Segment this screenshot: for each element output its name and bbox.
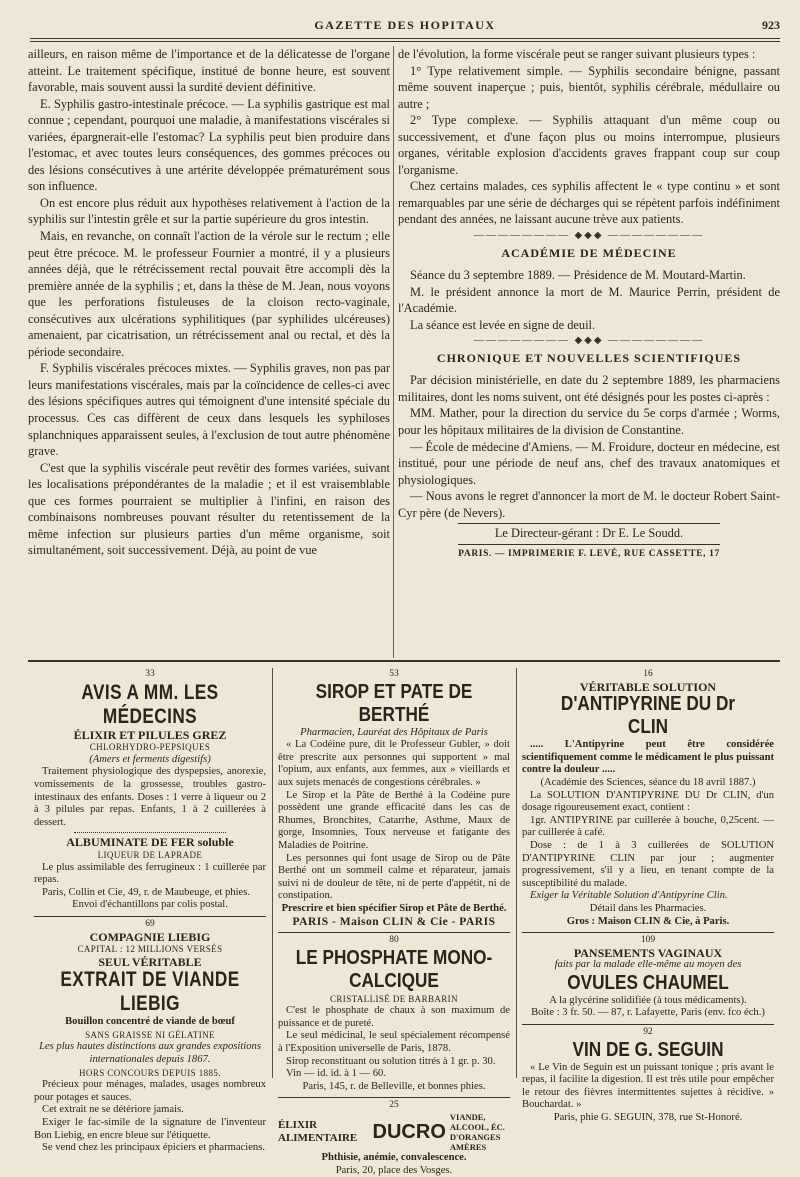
ad-small: SANS GRAISSE NI GÉLATINE (85, 1029, 215, 1040)
ad-text: Traitement physiologique des dyspepsies, anorexie, vomissements de la grossesse, troubles gastro-intestinaux des enfants. Doses : 1 verre à liqueur ou 2 à 3 pilules par repas. Enfants, 1 à 2 cuillerées à dessert. (34, 766, 266, 828)
divider (74, 832, 226, 833)
divider (278, 1097, 510, 1098)
ad-text: Détail dans les Pharmacies. (589, 902, 707, 914)
ad-headline: OVULES CHAUMEL (567, 971, 729, 994)
ad-column-c (516, 668, 780, 1125)
ad-line: ÉLIXIR ALIMENTAIRE (278, 1119, 358, 1145)
ad-line: VIANDE, ALCOOL, ÉC. D'ORANGES AMÈRES (449, 1112, 505, 1153)
section-title-chronique: CHRONIQUE ET NOUVELLES SCIENTIFIQUES (436, 350, 742, 365)
ad-headline: VIN DE G. SEGUIN (572, 1038, 724, 1061)
elixir-ducro-row (278, 1112, 510, 1152)
ad-text: Se vend chez les principaux épiciers et pharmaciens. (42, 1142, 265, 1154)
ornament-divider: ———————— ◆◆◆ ———————— (473, 230, 705, 242)
ad-text: Sirop reconstituant ou solution titrés à 1 gr. p. 30. (286, 1055, 496, 1067)
ad-line: Prescrire et bien spécifier Sirop et Pâte de Berthé. (281, 902, 507, 914)
paragraph: 1° Type relativement simple. — Syphilis secondaire bénigne, passant même souvent inaperçue ; puis, bientôt, syphilis cérébrale, médullaire ou autre ; (398, 63, 780, 111)
ad-small: CRISTALLISÉ DE BARBARIN (330, 993, 458, 1004)
ad-text: Cet extrait ne se détériore jamais. (42, 1104, 184, 1116)
ad-headline: EXTRAIT DE VIANDE LIEBIG (60, 968, 240, 1016)
paragraph: Chez certains malades, ces syphilis affectent le « type continu » et sont remarquables par une série de décharges qui se répètent parfois indéfiniment pendant des années, ne laissant aucune trève aux patients. (398, 179, 780, 227)
ad-number: 53 (389, 669, 399, 679)
paragraph: Mais, en revanche, on connaît l'action de la vérole sur le rectum ; elle peut être précoce. M. le professeur Fournier a montré, il y a plusieurs années déjà, que le rétrécissement rectal pouvait être accompli dès la première année de la syphilis ; et, dans la thèse de M. Jean, nous voyons que les perforations fistuleuses de la cloison recto-vaginale, consécutives aux ulcérations syphilitiques (par syphilides ulcéreuses) amenaient, par cicatrisation, un rétrécissement anal ou rectal, et dès la période secondaire. (28, 229, 390, 359)
ad-text: Précieux pour ménages, malades, usages nombreux pour potages et sauces. (34, 1079, 266, 1103)
ad-text: Dose : de 1 à 3 cuillerées de SOLUTION D'ANTIPYRINE CLIN par jour ; augmenter progressivement, s'il y a lieu, en tenant compte de la susceptibilité du malade. (522, 839, 774, 889)
page-header (30, 16, 780, 38)
ad-line: Pharmacien, Lauréat des Hôpitaux de Paris (300, 726, 488, 738)
ad-text: « La Codéine pure, dit le Professeur Gubler, » doit être prescrite aux personnes qui supportent » mal l'opium, aux enfants, aux femmes, aux » vieillards et aux sujets menacés de congestions cérébrales. » (278, 739, 510, 788)
journal-title: GAZETTE DES HOPITAUX (314, 18, 496, 32)
ad-text: « Le Vin de Seguin est un puissant tonique ; pris avant le repas, il facilite la digestion. Il est très utile pour empêcher le retour des fièvres intermittentes sujettes à récidive. » Bouchardat. » (522, 1061, 774, 1111)
ad-text: Les personnes qui font usage de Sirop ou de Pâte Berthé ont un sommeil calme et réparateur, jamais suivi ni de douleur de tête, ni de perte d'appétit, ni de constipation. (278, 852, 510, 902)
ad-line: Phthisie, anémie, convalescence. (321, 1152, 467, 1164)
ad-subtitle: SEUL VÉRITABLE (98, 954, 202, 969)
ad-headline: SIROP ET PATE DE BERTHÉ (315, 680, 473, 726)
ad-text: C'est le phosphate de chaux à son maximum de puissance et de pureté. (278, 1005, 510, 1029)
ad-text: Exiger le fac-simile de la signature de l'inventeur Bon Liebig, en encre bleue sur l'étiquette. (34, 1117, 266, 1141)
paragraph: — Nous avons le regret d'annoncer la mort de M. le docteur Robert Saint-Cyr père (de Nevers). (398, 489, 780, 520)
paragraph: M. le président annonce la mort de M. Maurice Perrin, président de l'Académie. (398, 284, 780, 316)
ad-headline: LE PHOSPHATE MONO-CALCIQUE (295, 946, 493, 992)
divider (34, 916, 266, 917)
ad-column-b (272, 668, 516, 1177)
ad-small: CHLORHYDRO-PEPSIQUES (89, 742, 211, 753)
ad-line: (Amers et ferments digestifs) (89, 753, 211, 765)
divider (522, 932, 774, 933)
ad-number: 69 (145, 918, 155, 929)
ad-small: HORS CONCOURS DEPUIS 1885. (79, 1067, 221, 1078)
ad-line: Gros : Maison CLIN & Cie, à Paris. (566, 915, 730, 927)
paragraph: de l'évolution, la forme viscérale peut se ranger suivant plusieurs types : (398, 47, 756, 61)
ad-number: 16 (643, 669, 653, 679)
paragraph: 2° Type complexe. — Syphilis attaquant d'un même coup ou successivement, et d'une façon plus ou moins interrompue, plusieurs organes, véritable explosion d'accidents graves frappant coup sur coup l'organisme. (398, 113, 780, 177)
ad-small: LIQUEUR DE LAPRADE (97, 849, 203, 860)
ad-number: 25 (389, 1100, 399, 1111)
ad-text: Paris, 145, r. de Belleville, et bonnes phies. (302, 1080, 486, 1092)
ad-subtitle: COMPAGNIE LIEBIG (89, 929, 211, 944)
article-left-column (28, 46, 390, 559)
ad-line: Bouillon concentré de viande de bœuf (65, 1016, 235, 1028)
ads-divider (28, 660, 780, 662)
paragraph: C'est que la syphilis viscérale peut revêtir des formes variées, suivant les localisations prépondérantes de la maladie ; et il est vraisemblable que ces formes pourraient se multiplier à l'infini, en raison des combinaisons nombreuses pouvant résulter du retentissement de la même infection sur plusieurs parties d'un même organisme, soit simultanément, soit successivement. Déjà, au point de vue (28, 460, 390, 558)
ad-text: Le Sirop et la Pâte de Berthé à la Codéine pure possèdent une grande efficacité dans les cas de Rhumes, Bronchites, Catarrhe, Asthme, Maux de gorge, Insomnies, Toux nerveuse et fatigante des Maladies de Poitrine. (278, 789, 510, 851)
section-title-academie: ACADÉMIE DE MÉDECINE (501, 245, 677, 260)
ad-headline: AVIS A MM. LES MÉDECINS (81, 680, 219, 728)
ad-text: ..... L'Antipyrine peut être considérée scientifiquement comme le médicament le plus puissant contre la douleur ..... (522, 739, 774, 776)
ad-headline: D'ANTIPYRINE DU Dr CLIN (560, 693, 736, 739)
paragraph: — École de médecine d'Amiens. — M. Froidure, docteur en médecine, est institué, pour une période de neuf ans, chef des travaux anatomiques et physiologiques. (398, 439, 780, 487)
ad-small: CAPITAL : 12 MILLIONS VERSÉS (77, 944, 223, 955)
ad-antipyrine (516, 668, 780, 1125)
ad-text: 1gr. ANTIPYRINE par cuillerée à bouche, 0,25cent. — par cuillerée à café. (522, 814, 774, 839)
ad-berthe (272, 668, 516, 1177)
ad-subtitle: ÉLIXIR ET PILULES GREZ (73, 727, 227, 742)
ad-text: Le plus assimilable des ferrugineux : 1 cuillerée par repas. (34, 861, 266, 886)
ad-text: Vin — id. id. à 1 — 60. (286, 1068, 386, 1080)
ad-text: Paris, Collin et Cie, 49, r. de Maubeuge, et phies. (42, 886, 251, 898)
article-right-column (398, 46, 780, 562)
ad-house: PARIS - Maison CLIN & Cie - PARIS (292, 915, 496, 928)
ad-text: Paris, phie G. SEGUIN, 378, rue St-Honoré. (553, 1112, 743, 1124)
signature-rule (458, 544, 720, 545)
ad-text: La SOLUTION D'ANTIPYRINE DU Dr CLIN, d'un dosage rigoureusement exact, contient : (522, 789, 774, 814)
ornament-divider: ———————— ◆◆◆ ———————— (473, 335, 705, 347)
ad-number: 92 (643, 1027, 653, 1038)
ad-column-a (28, 668, 272, 1155)
paragraph: F. Syphilis viscérales précoces mixtes. — Syphilis graves, non pas par leurs manifestations viscérales, mais par la coïncidence de celles-ci avec des lésions spécifiques autres qui témoignent d'une intensité spéciale du processus. Ces cas diffèrent de ceux dans lesquels les syphiloses splanchniques apparaissent seules, à l'exclusion de tout autre phénomène grave. (28, 361, 390, 459)
ad-subtitle: PANSEMENTS VAGINAUX (573, 945, 723, 960)
ad-text: (Académie des Sciences, séance du 18 avril 1887.) (540, 776, 756, 788)
column-divider (393, 46, 394, 658)
ad-line: faits par la malade elle-même au moyen des (554, 959, 742, 971)
header-rule-second (30, 41, 780, 42)
paragraph: ailleurs, en raison même de l'importance et de la délicatesse de l'organe atteint. Le traitement spécifique, institué de bonne heure, est souvent favorable, mais souvent aussi la surdité devient définitive. (28, 47, 390, 95)
printer-imprint: PARIS. — IMPRIMERIE F. LEVÉ, RUE CASSETTE, 17 (458, 548, 720, 559)
signature-rule (458, 523, 720, 524)
ad-number: 33 (145, 669, 155, 679)
divider (278, 932, 510, 933)
ad-line: Les plus hautes distinctions aux grandes expositions internationales depuis 1867. (39, 1041, 261, 1066)
paragraph: Séance du 3 septembre 1889. — Présidence de M. Moutard-Martin. (410, 268, 746, 283)
ad-grez (28, 668, 272, 1155)
page-number: 923 (762, 18, 780, 32)
ad-subtitle: ALBUMINATE DE FER soluble (66, 835, 234, 850)
ad-number: 80 (389, 935, 399, 946)
ad-text: Exiger la Véritable Solution d'Antipyrine Clin. (530, 890, 728, 902)
ad-subtitle: VÉRITABLE SOLUTION (579, 679, 717, 694)
ad-text: Boîte : 3 fr. 50. — 87, r. Lafayette, Paris (env. fco éch.) (531, 1007, 765, 1019)
header-rule (30, 38, 780, 39)
paragraph: E. Syphilis gastro-intestinale précoce. — La syphilis gastrique est mal connue ; cependant, pourquoi une maladie, à manifestations viscérales si variées, épargnerait-elle l'estomac? La syphilis peut bien produire dans l'estomac, et avec toutes leurs conséquences, des gommes précoces ou des lésions consécutives à une artérite développée prématurément sous son influence. (28, 96, 390, 194)
ad-text: A la glycérine solidifiée (à tous médicaments). (549, 994, 747, 1006)
divider (522, 1024, 774, 1025)
ad-text: Envoi d'échantillons par colis postal. (72, 899, 228, 911)
ad-text: Le seul médicinal, le seul spécialement récompensé à l'Exposition universelle de Paris, 1878. (278, 1030, 510, 1055)
ad-headline: DUCRO (372, 1120, 446, 1143)
paragraph: On est encore plus réduit aux hypothèses relativement à l'action de la syphilis sur l'intestin grêle et sur la partie supérieure du gros intestin. (28, 195, 390, 227)
paragraph: La séance est levée en signe de deuil. (410, 317, 596, 332)
paragraph: MM. Mather, pour la direction du service du 5e corps d'armée ; Worms, pour les hôpitaux militaires de la division de Constantine. (398, 406, 780, 438)
ad-text: Paris, 20, place des Vosges. (335, 1164, 453, 1176)
directeur-gerant: Le Directeur-gérant : Dr E. Le Soudd. (494, 526, 684, 541)
ad-number: 109 (640, 935, 656, 946)
paragraph: Par décision ministérielle, en date du 2 septembre 1889, les pharmaciens militaires, dont les noms suivent, ont été désignés pour les postes ci-après : (398, 373, 780, 404)
